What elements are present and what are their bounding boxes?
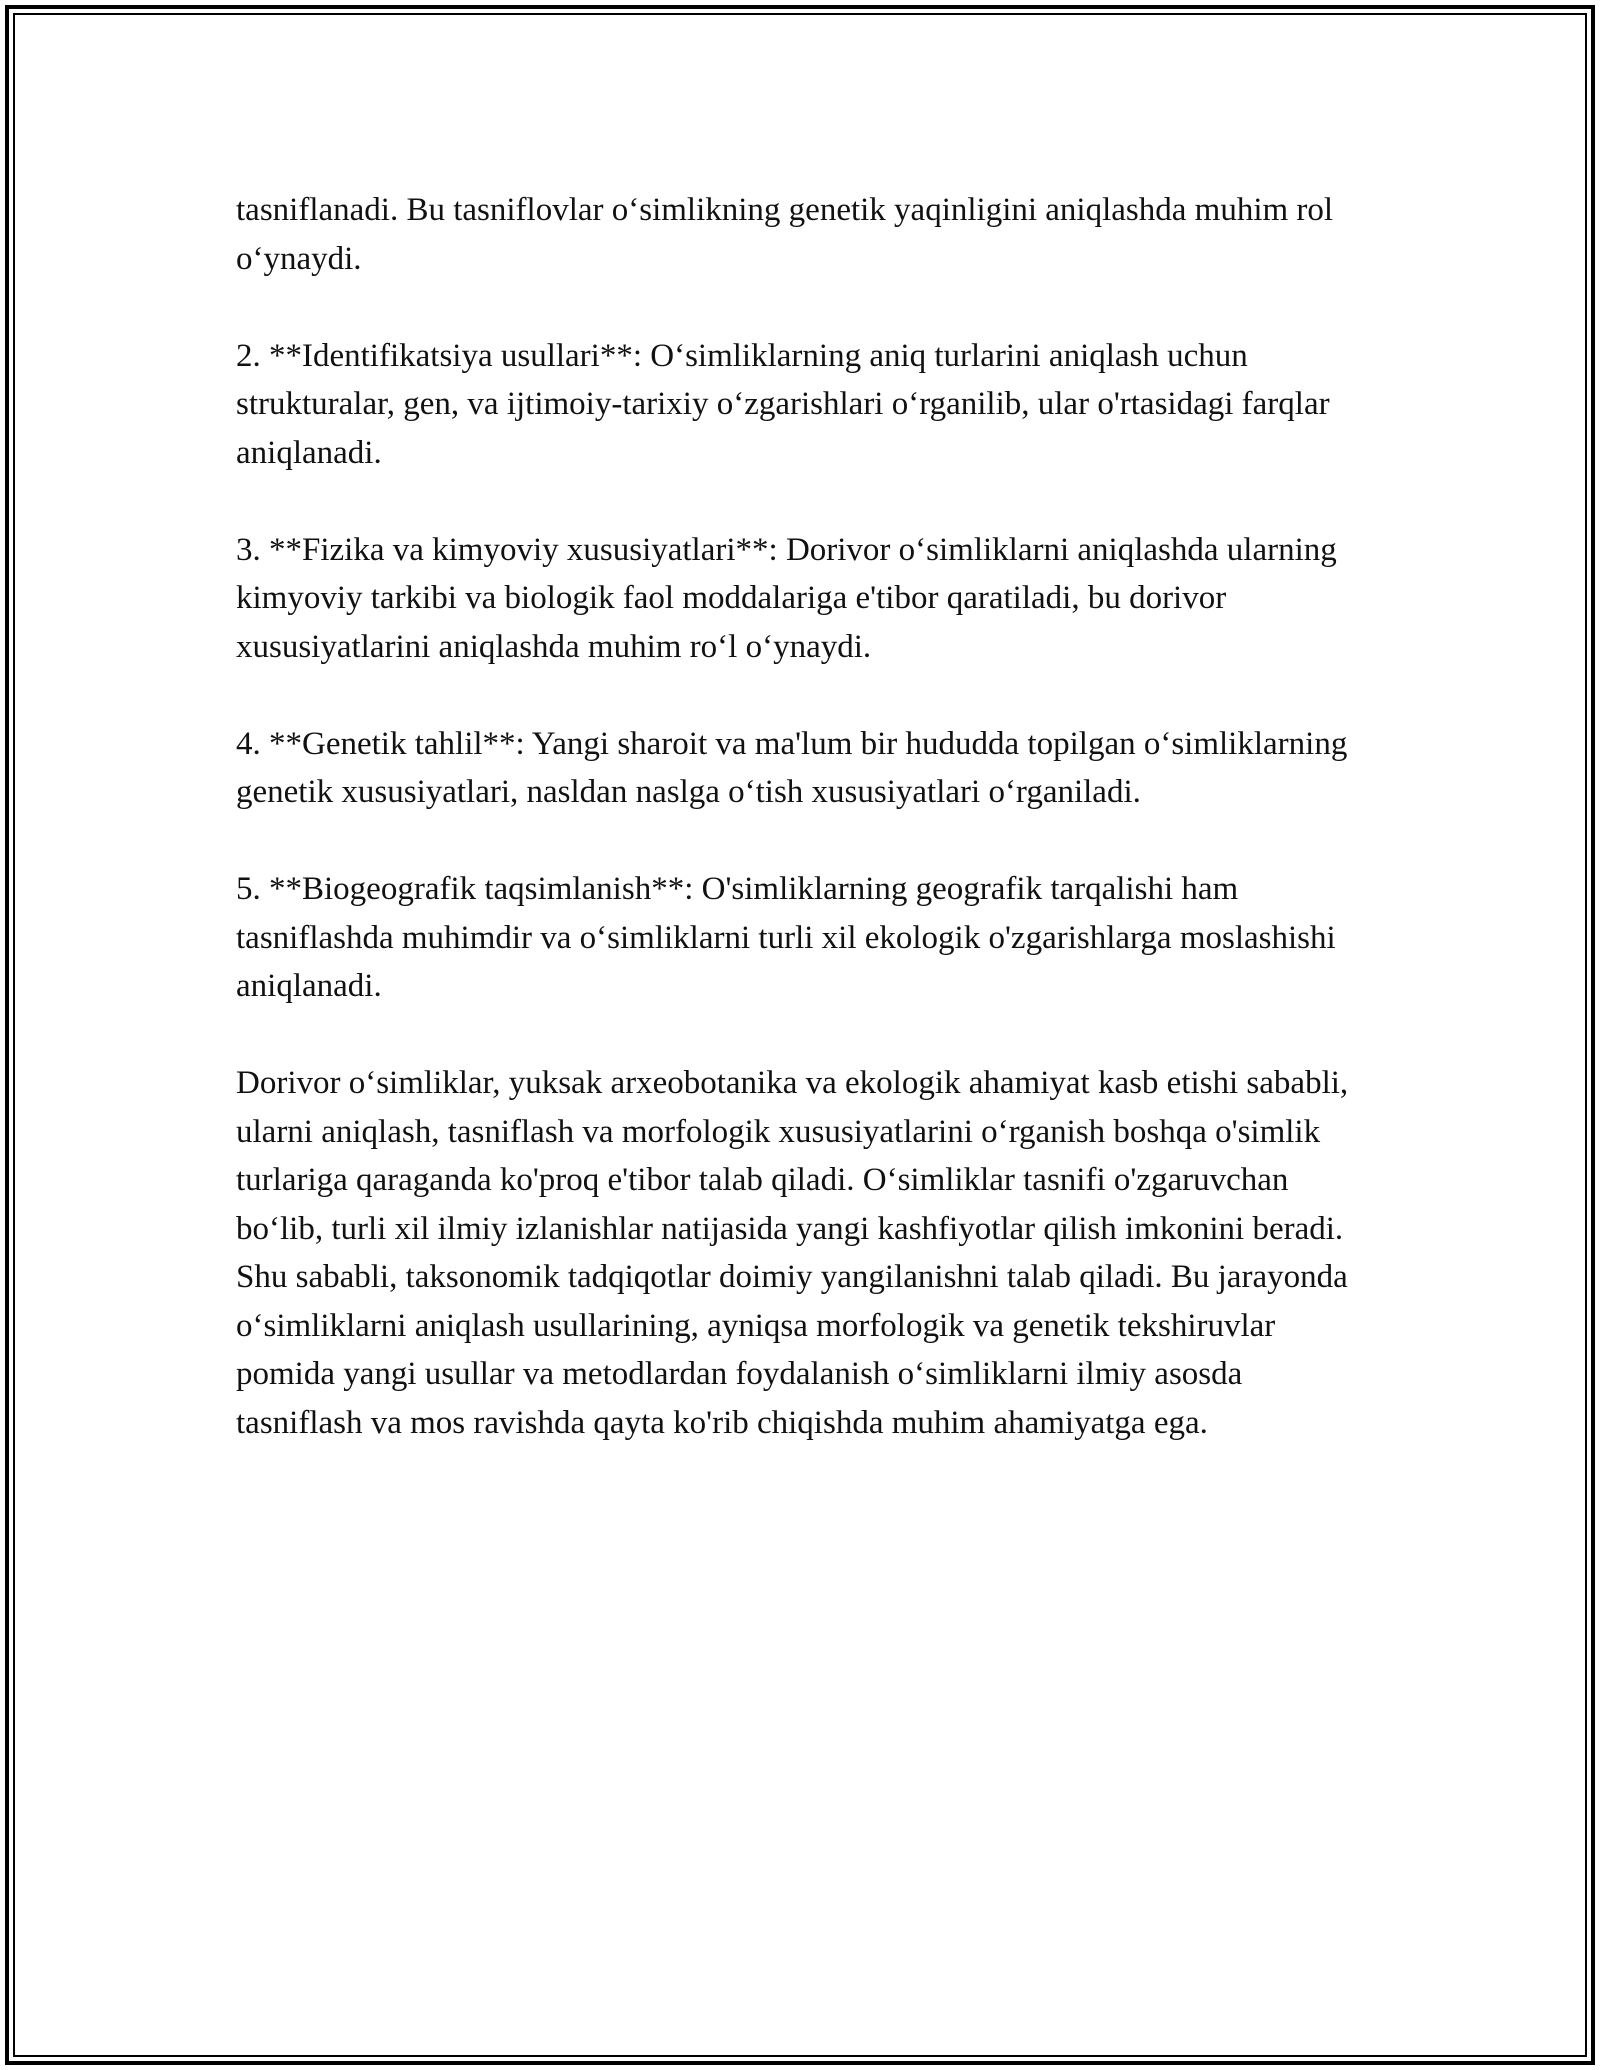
paragraph-item-5-biogeography: 5. **Biogeografik taqsimlanish**: O'simliklarning geografik tarqalishi ham tasniflashda muhimdir va o‘simliklarni turli xil ekologik o'zgarishlarga moslashishi aniqlanadi. bbox=[236, 871, 1336, 1004]
paragraph-item-3-physics-chemistry: 3. **Fizika va kimyoviy xususiyatlari**: Dorivor o‘simliklarni aniqlashda ularning kimyoviy tarkibi va biologik faol moddalariga e'tibor qaratiladi, bu dorivor xususiyatlarini aniqlashda muhim ro‘l o‘ynaydi. bbox=[236, 531, 1337, 665]
paragraph-conclusion: Dorivor o‘simliklar, yuksak arxeobotanika va ekologik ahamiyat kasb etishi sababli, ularni aniqlash, tasniflash va morfologik xususiyatlarini o‘rganish boshqa o'simlik turlariga qaraganda ko'proq e'tibor talab qiladi. O‘simliklar tasnifi o'zgaruvchan bo‘lib, turli xil ilmiy izlanishlar natijasida yangi kashfiyotlar qilish imkonini beradi. Shu sababli, taksonomik tadqiqotlar doimiy yangilanishni talab qiladi. Bu jarayonda o‘simliklarni aniqlash usullarining, ayniqsa morfologik va genetik tekshiruvlar pomida yangi usullar va metodlardan foydalanish o‘simliklarni ilmiy asosda tasniflash va mos ravishda qayta ko'rib chiqishda muhim ahamiyatga ega. bbox=[236, 1065, 1349, 1441]
document-body bbox=[236, 186, 1376, 1447]
paragraph-item-4-genetic-analysis: 4. **Genetik tahlil**: Yangi sharoit va ma'lum bir hududda topilgan o‘simliklarning genetik xususiyatlari, nasldan naslga o‘tish xususiyatlari o‘rganiladi. bbox=[236, 725, 1348, 810]
paragraph-continuation: tasniflanadi. Bu tasniflovlar o‘simlikning genetik yaqinligini aniqlashda muhim rol o‘ynaydi. bbox=[236, 192, 1334, 277]
paragraph-item-2-identification: 2. **Identifikatsiya usullari**: O‘simliklarning aniq turlarini aniqlash uchun strukturalar, gen, va ijtimoiy-tarixiy o‘zgarishlari o‘rganilib, ular o'rtasidagi farqlar aniqlanadi. bbox=[236, 337, 1330, 471]
